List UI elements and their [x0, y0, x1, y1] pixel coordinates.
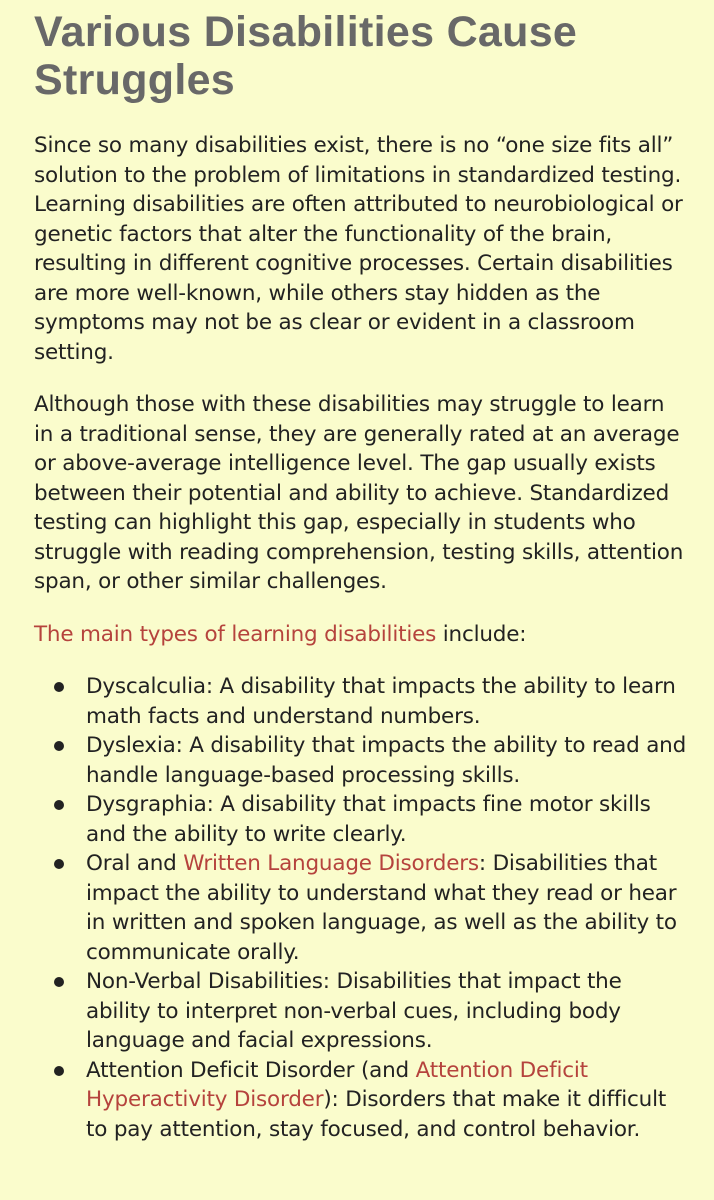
list-item-text: Dyslexia: A disability that impacts the ability to read and handle language-based processing skills.	[86, 733, 687, 788]
bullet-icon	[54, 682, 64, 692]
list-item-text: Dysgraphia: A disability that impacts fine motor skills and the ability to write clearly.	[86, 792, 651, 847]
article-title: Various Disabilities Cause Struggles	[34, 8, 578, 104]
bullet-icon	[54, 800, 64, 810]
list-item-text: Non-Verbal Disabilities: Disabilities that impact the ability to interpret non-verbal cues, including body language and facial expressions.	[86, 969, 622, 1053]
list-item-text: Dyscalculia: A disability that impacts the ability to learn math facts and understand numbers.	[86, 674, 676, 729]
list-intro-text: include:	[436, 621, 527, 647]
list-item-nonverbal	[86, 967, 690, 1056]
learning-disabilities-link[interactable]: The main types of learning disabilities	[34, 621, 437, 647]
list-item-text: : Disabilities that impact the ability to understand what they read or hear in written and spoken language, as well as the ability to communicate orally.	[86, 851, 677, 965]
list-item-attention-deficit	[86, 1056, 690, 1145]
adhd-link[interactable]: Attention Deficit Hyperactivity Disorder	[86, 1057, 588, 1112]
list-item-text: Attention Deficit Disorder (and	[86, 1057, 416, 1083]
bullet-icon	[54, 1066, 64, 1076]
list-item-text: ): Disorders that make it difficult to pay attention, stay focused, and control behavior.	[86, 1087, 667, 1142]
list-item-language-disorders	[86, 849, 690, 967]
bullet-icon	[54, 977, 64, 987]
paragraph-gap: Although those with these disabilities may struggle to learn in a traditional sense, they are generally rated at an average or above-average intelligence level. The gap usually exists between their potential and ability to achieve. Standardized testing can highlight this gap, especially in students who struggle with reading comprehension, testing skills, attention span, or other similar challenges.	[34, 392, 684, 594]
list-intro	[34, 620, 690, 650]
bullet-icon	[54, 859, 64, 869]
list-item-dyslexia	[86, 731, 690, 790]
bullet-icon	[54, 741, 64, 751]
list-item-text: Oral and	[86, 851, 184, 876]
paragraph-intro: Since so many disabilities exist, there is no “one size fits all” solution to the problem of limitations in standardized testing. Learning disabilities are often attributed to neurobiological or genetic factors that alter the functionality of the brain, resulting in different cognitive processes. Certain disabilities are more well-known, while others stay hidden as the symptoms may not be as clear or evident in a classroom setting.	[34, 133, 683, 365]
list-item-dysgraphia	[86, 790, 690, 849]
disability-list	[34, 672, 690, 1144]
written-language-disorders-link[interactable]: Written Language Disorders	[183, 851, 479, 876]
list-item-dyscalculia	[86, 672, 690, 731]
